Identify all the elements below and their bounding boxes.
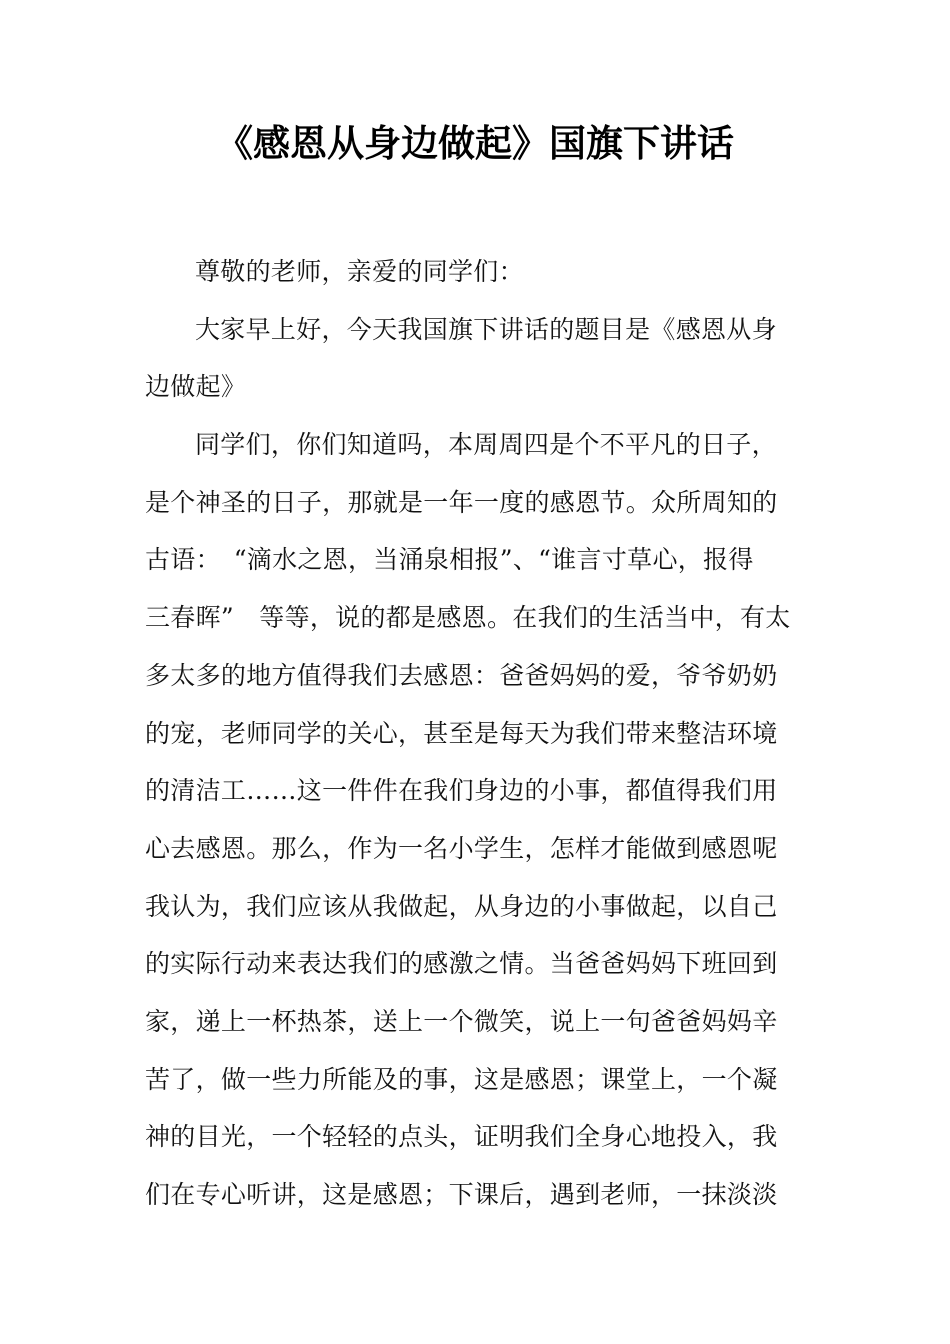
page-bottom-divider [145,1248,805,1250]
document-body [145,247,805,1228]
paragraph-line: 家，递上一杯热茶，送上一个微笑，说上一句爸爸妈妈辛 [145,1006,778,1036]
paragraph-line: 同学们，你们知道吗，本周周四是个不平凡的日子， [195,430,777,460]
paragraph-line: 大家早上好，今天我国旗下讲话的题目是《感恩从身 [195,314,777,344]
paragraph-line: 神的目光，一个轻轻的点头，证明我们全身心地投入，我 [145,1122,778,1152]
paragraph-line: 三春晖” 等等，说的都是感恩。在我们的生活当中，有太 [145,603,791,633]
paragraph-line: 的清洁工……这一件件在我们身边的小事，都值得我们用 [145,776,778,806]
paragraph-line: 们在专心听讲，这是感恩；下课后，遇到老师，一抹淡淡 [145,1180,778,1209]
paragraph-line: 的实际行动来表达我们的感激之情。当爸爸妈妈下班回到 [145,949,778,979]
paragraph-line: 是个神圣的日子，那就是一年一度的感恩节。众所周知的 [145,487,778,517]
paragraph-line: 心去感恩。那么，作为一名小学生，怎样才能做到感恩呢 [145,833,778,863]
greeting-line: 尊敬的老师，亲爱的同学们： [195,257,524,286]
paragraph-line: 苦了，做一些力所能及的事，这是感恩；课堂上，一个凝 [145,1064,778,1094]
paragraph-line: 古语： “滴水之恩，当涌泉相报”、“谁言寸草心，报得 [145,545,754,575]
document-title: 《感恩从身边做起》国旗下讲话 [216,122,734,165]
paragraph-line: 边做起》 [145,372,247,402]
paragraph-line: 多太多的地方值得我们去感恩：爸爸妈妈的爱，爷爷奶奶 [145,660,778,690]
paragraph-line: 的宠，老师同学的关心，甚至是每天为我们带来整洁环境 [145,718,778,748]
paragraph-line: 我认为，我们应该从我做起，从身边的小事做起，以自己 [145,891,778,921]
